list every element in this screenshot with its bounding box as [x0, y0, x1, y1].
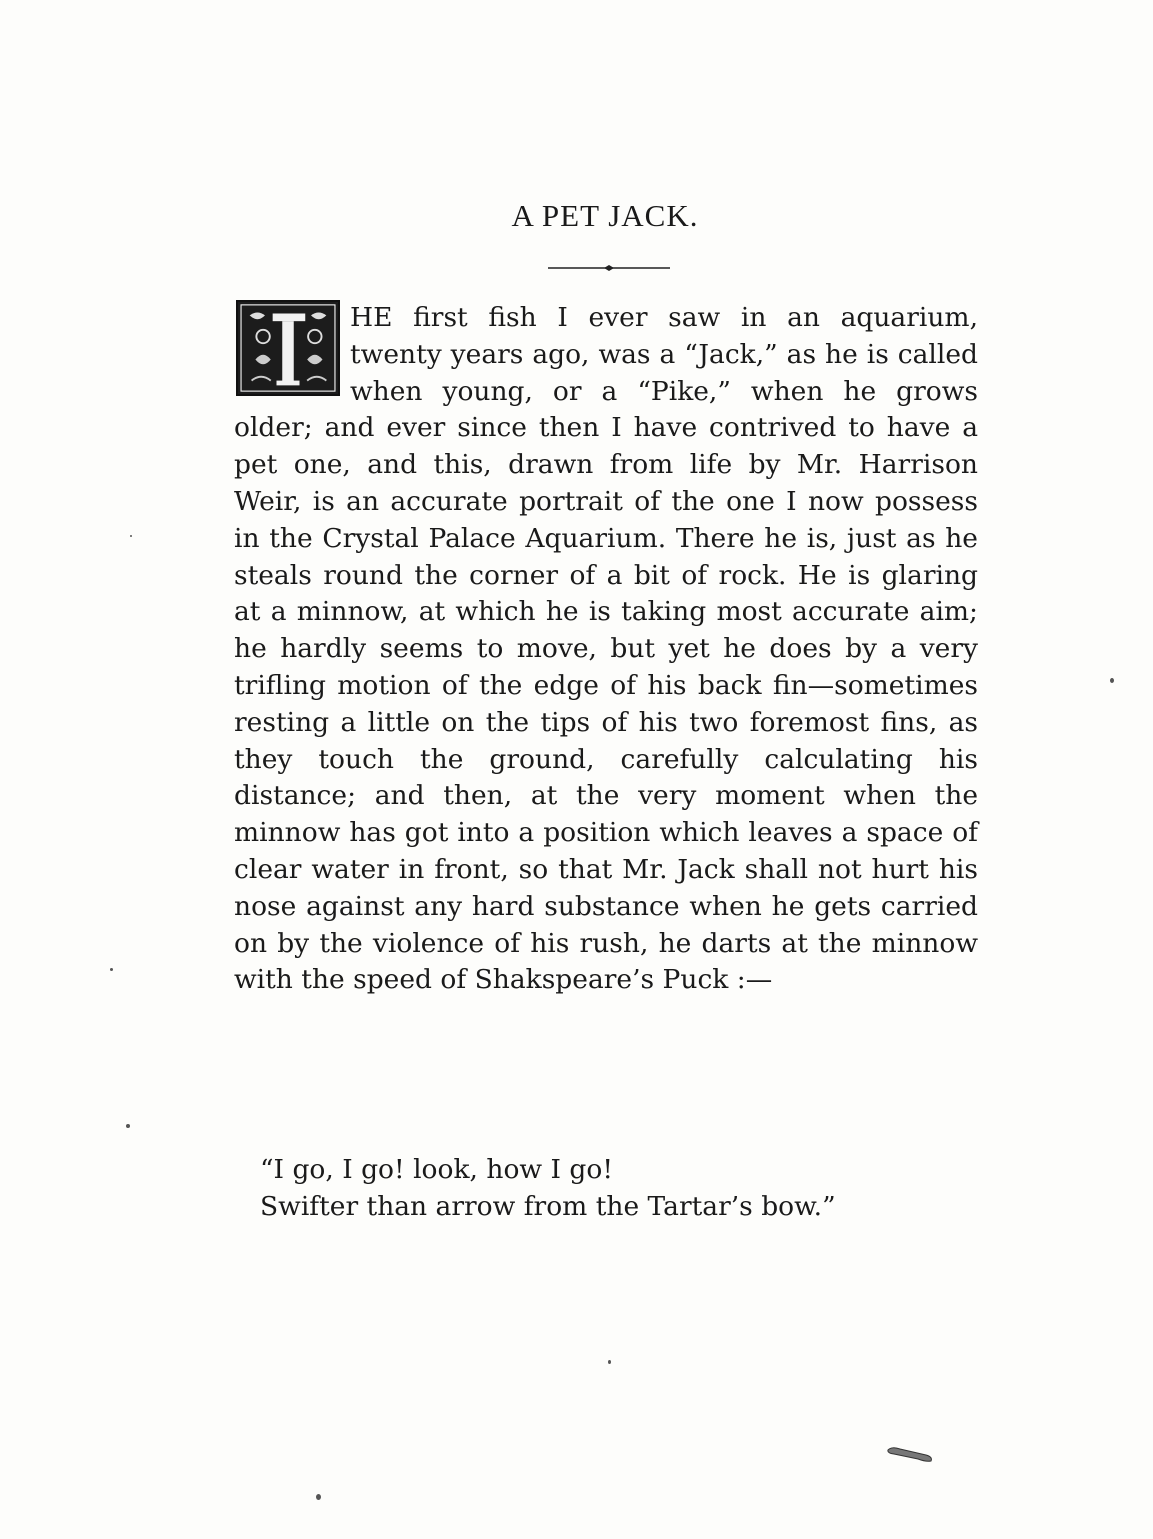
paper-speck — [126, 1124, 130, 1128]
paper-speck — [316, 1494, 321, 1500]
story-paragraph — [234, 300, 978, 999]
ornamental-rule — [548, 265, 670, 271]
verse-line-2: Swifter than arrow from the Tartar’s bow.” — [260, 1191, 836, 1222]
decorated-initial-t-icon — [238, 302, 338, 394]
paper-speck — [130, 535, 132, 537]
chapter-title: A PET JACK. — [511, 198, 699, 233]
paper-speck — [1110, 678, 1114, 683]
paper-speck — [608, 1360, 611, 1364]
decorated-initial-letter — [236, 300, 340, 396]
paragraph-text: HE first fish I ever saw in an aquarium, twenty years ago, was a “Jack,” as he is called when young, or a “Pike,” when he grows older; and ever since then I have contrived to have a pet one, and this, drawn from life by Mr. Harrison Weir, is an accurate portrait of the one I now possess in the Crystal Palace Aquarium. There he is, just as he steals round the corner of a bit of rock. He is glaring at a minnow, at which he is taking most accurate aim; he hardly seems to move, but yet he does by a very trifling motion of the edge of his back fin—sometimes resting a little on the tips of his two foremost fins, as they touch the ground, carefully calculating his distance; and then, at the very moment when the minnow has got into a position which leaves a space of clear water in front, so that Mr. Jack shall not hurt his nose against any hard substance when he gets carried on by the violence of his rush, he darts at the minnow with the speed of Shakspeare’s Puck :— — [234, 302, 978, 996]
paper-speck — [110, 968, 113, 971]
verse-line-1: “I go, I go! look, how I go! — [260, 1154, 613, 1185]
ink-blot — [886, 1446, 934, 1462]
